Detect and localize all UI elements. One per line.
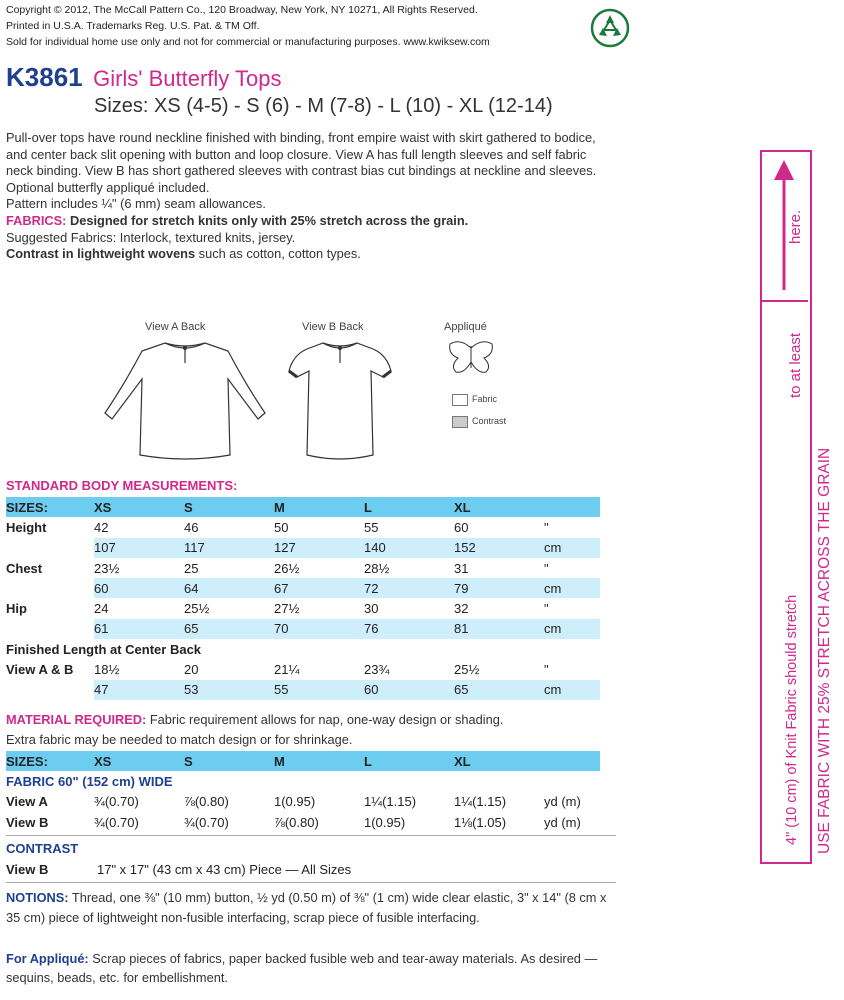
applique-notions bbox=[6, 950, 616, 987]
sizes-range: Sizes: XS (4-5) - S (6) - M (7-8) - L (10) - XL (12-14) bbox=[94, 95, 553, 117]
recycle-icon bbox=[590, 8, 630, 48]
contrast-bold: Contrast in lightweight wovens bbox=[6, 246, 196, 262]
material-label: MATERIAL REQUIRED: bbox=[6, 712, 147, 727]
stretch-here: here. bbox=[787, 209, 804, 244]
material-line-2: Extra fabric may be needed to match design or for shrinkage. bbox=[6, 732, 353, 747]
fabric-width-title: FABRIC 60" (152 cm) WIDE bbox=[6, 773, 173, 789]
view-b-label: View B Back bbox=[302, 321, 364, 333]
table-header-row: SIZES: XS S M L XL bbox=[6, 751, 600, 771]
legend-contrast-label: Contrast bbox=[472, 416, 507, 426]
notions-label: NOTIONS: bbox=[6, 890, 69, 905]
pattern-number: K3861 bbox=[6, 62, 83, 92]
contrast-view-label: View B bbox=[6, 862, 49, 877]
butterfly-applique-drawing bbox=[446, 338, 496, 378]
view-a-back-drawing bbox=[100, 335, 270, 470]
table-row: Hip 24 25½ 27½ 30 32 " bbox=[6, 601, 549, 617]
material-required bbox=[6, 710, 616, 750]
pattern-name: Girls' Butterfly Tops bbox=[93, 66, 282, 91]
view-a-label: View A Back bbox=[145, 321, 206, 333]
table-row: 61 65 70 76 81 cm bbox=[6, 619, 600, 639]
seam-allowance: Pattern includes ¼" (6 mm) seam allowances. bbox=[6, 196, 266, 212]
sold-line: Sold for individual home use only and not for commercial or manufacturing purposes. www.kwiksew.com bbox=[6, 36, 490, 48]
notions-text: Thread, one ⅜" (10 mm) button, ½ yd (0.50 m) of ⅜" (1 cm) wide clear elastic, 3" x 14" (8 cm x 35 cm) piece of lightweight non-fusible interfacing, scrap piece of fusible interfacing. bbox=[6, 890, 607, 925]
suggested-fabrics: Suggested Fabrics: Interlock, textured knits, jersey. bbox=[6, 229, 296, 245]
fabrics-text: Designed for stretch knits only with 25% stretch across the grain. bbox=[70, 212, 469, 228]
measurements-title: STANDARD BODY MEASUREMENTS: bbox=[6, 478, 238, 493]
table-header-row: SIZES: XS S M L XL bbox=[6, 497, 600, 517]
notions bbox=[6, 888, 616, 927]
finished-length-title: Finished Length at Center Back bbox=[6, 641, 202, 657]
measurements-table bbox=[6, 497, 600, 700]
table-row: Height 42 46 50 55 60 " bbox=[6, 519, 549, 535]
table-row: 47 53 55 60 65 cm bbox=[6, 680, 600, 700]
divider bbox=[6, 882, 616, 883]
legend-contrast-swatch bbox=[452, 416, 468, 428]
stretch-use-fabric: USE FABRIC WITH 25% STRETCH ACROSS THE GRAIN bbox=[816, 447, 833, 854]
material-line-1 bbox=[6, 710, 616, 730]
printed-line: Printed in U.S.A. Trademarks Reg. U.S. Pat. & TM Off. bbox=[6, 20, 260, 32]
table-row: View B ¾(0.70) ¾(0.70) ⅞(0.80) 1(0.95) 1⅛(1.05) yd (m) bbox=[6, 814, 581, 830]
applique-label: Appliqué bbox=[444, 321, 487, 333]
table-row: View A & B 18½ 20 21¼ 23¾ 25½ " bbox=[6, 662, 549, 678]
table-row: Chest 23½ 25 26½ 28½ 31 " bbox=[6, 560, 549, 576]
description-text: Pull-over tops have round neckline finished with binding, front empire waist with skirt gathered to bodice, and center back slit opening with button and loop closure. View A has full length sleeves and self fabric neck binding. View B has short gathered sleeves with contrast bias cut bindings at neckline and sleeves. Optional butterfly appliqué included. bbox=[6, 130, 597, 195]
finished-length-title-row bbox=[6, 639, 600, 659]
description bbox=[6, 130, 616, 263]
applique-notions-text: Scrap pieces of fabrics, paper backed fusible web and tear-away materials. As desired — sequins, beads, etc. for embellishment. bbox=[6, 951, 598, 985]
contrast-piece-text: 17" x 17" (43 cm x 43 cm) Piece — All Sizes bbox=[97, 862, 352, 877]
table-row: View A ¾(0.70) ⅞(0.80) 1(0.95) 1¼(1.15) 1¼(1.15) yd (m) bbox=[6, 794, 581, 810]
table-row: 60 64 67 72 79 cm bbox=[6, 578, 600, 598]
stretch-knit-text: 4" (10 cm) of Knit Fabric should stretch bbox=[784, 594, 800, 845]
table-row: 107 117 127 140 152 cm bbox=[6, 538, 600, 558]
fabrics-line bbox=[6, 213, 616, 230]
fabrics-label: FABRICS: bbox=[6, 212, 67, 228]
legend-fabric-swatch bbox=[452, 394, 468, 406]
view-b-back-drawing bbox=[285, 335, 395, 470]
copyright-block bbox=[6, 2, 490, 50]
contrast-rest: such as cotton, cotton types. bbox=[195, 246, 361, 262]
pattern-title bbox=[6, 62, 282, 93]
stretch-at-least: to at least bbox=[787, 332, 804, 398]
legend-fabric-label: Fabric bbox=[472, 394, 498, 404]
material-text: Fabric requirement allows for nap, one-way design or shading. bbox=[146, 712, 504, 727]
material-table bbox=[6, 751, 600, 832]
contrast-title: CONTRAST bbox=[6, 841, 79, 856]
fabric-width-row bbox=[6, 771, 600, 791]
contrast-line bbox=[6, 246, 616, 263]
applique-notions-label: For Appliqué: bbox=[6, 951, 89, 966]
copyright-line: Copyright © 2012, The McCall Pattern Co., 120 Broadway, New York, NY 10271, All Rights Reserved. bbox=[6, 4, 478, 16]
divider bbox=[6, 835, 616, 836]
